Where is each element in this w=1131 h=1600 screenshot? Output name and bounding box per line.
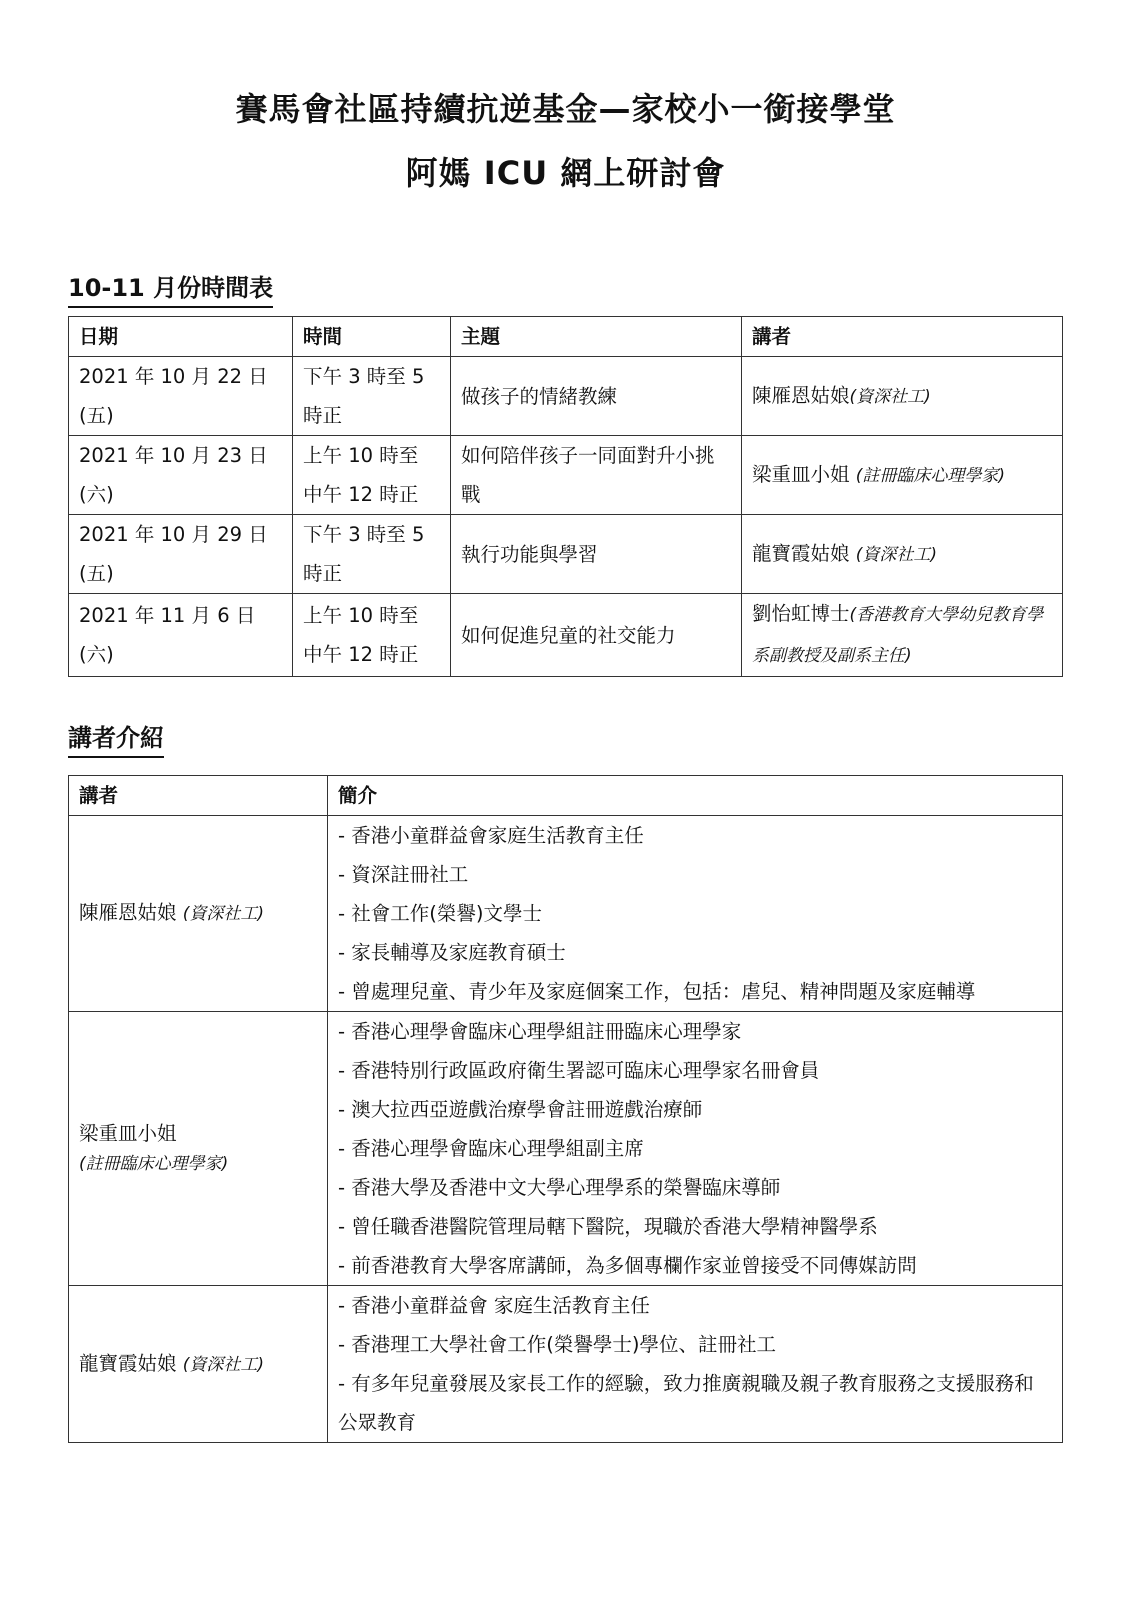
schedule-time: 上午 10 時至 中午 12 時正 (293, 594, 451, 677)
speaker-note: (資深社工) (182, 904, 264, 924)
schedule-speaker: 龍寶霞姑娘 (752, 541, 850, 565)
speaker-name: 陳雁恩姑娘 (79, 901, 177, 924)
schedule-time: 上午 10 時至 中午 12 時正 (293, 436, 451, 515)
schedule-speaker-note: (香港教育大學幼兒教育學系副教授及副系主任) (752, 605, 1044, 666)
schedule-speaker-note: (資深社工) (849, 386, 931, 407)
speaker-bio (328, 1286, 1063, 1443)
schedule-speaker: 梁重皿小姐 (752, 462, 850, 486)
bio-line: - 香港心理學會臨床心理學組註冊臨床心理學家 (338, 1020, 742, 1043)
bio-line: - 曾處理兒童、青少年及家庭個案工作，包括：虐兒、精神問題及家庭輔導 (338, 980, 976, 1003)
schedule-speaker-cell (742, 436, 1063, 515)
speaker-bio (328, 1012, 1063, 1286)
speaker-cell (69, 1286, 328, 1443)
schedule-speaker-note: (資深社工) (855, 544, 937, 565)
bio-line: - 資深註冊社工 (338, 863, 469, 886)
speaker-note: (註冊臨床心理學家) (79, 1153, 229, 1174)
schedule-header-speaker: 講者 (742, 317, 1063, 357)
table-row (69, 515, 1063, 594)
table-row (69, 816, 1063, 1012)
speakers-heading: 講者介紹 (68, 722, 164, 758)
schedule-speaker-cell (742, 357, 1063, 436)
schedule-speaker-note: (註冊臨床心理學家) (855, 465, 1005, 486)
schedule-header-row (69, 317, 1063, 357)
speakers-table (68, 775, 1063, 1443)
schedule-table (68, 316, 1063, 677)
table-row (69, 594, 1063, 677)
schedule-time: 下午 3 時至 5 時正 (293, 357, 451, 436)
speaker-name: 梁重皿小姐 (79, 1121, 177, 1145)
schedule-heading: 10-11 月份時間表 (68, 272, 273, 308)
speaker-name: 龍寶霞姑娘 (79, 1351, 177, 1375)
speakers-header-bio: 簡介 (328, 776, 1063, 816)
bio-line: - 家長輔導及家庭教育碩士 (338, 941, 566, 964)
document-subtitle: 阿媽 ICU 網上研討會 (405, 154, 726, 192)
speaker-bio (328, 816, 1063, 1012)
schedule-speaker-cell (742, 594, 1063, 677)
table-row (69, 357, 1063, 436)
schedule-topic: 如何促進兒童的社交能力 (451, 594, 742, 677)
schedule-header-topic: 主題 (451, 317, 742, 357)
bio-line: - 香港大學及香港中文大學心理學系的榮譽臨床導師 (338, 1176, 781, 1199)
schedule-date: 2021 年 10 月 23 日 (六) (69, 436, 293, 515)
document-title: 賽馬會社區持續抗逆基金—家校小一銜接學堂 (235, 90, 896, 128)
speaker-note: (資深社工) (182, 1354, 264, 1375)
table-row (69, 1012, 1063, 1286)
schedule-speaker: 陳雁恩姑娘 (752, 383, 850, 407)
schedule-topic: 做孩子的情緒教練 (451, 357, 742, 436)
schedule-date: 2021 年 10 月 29 日 (五) (69, 515, 293, 594)
table-row (69, 436, 1063, 515)
bio-line: - 曾任職香港醫院管理局轄下醫院，現職於香港大學精神醫學系 (338, 1215, 878, 1238)
schedule-speaker-cell (742, 515, 1063, 594)
table-row (69, 1286, 1063, 1443)
schedule-date: 2021 年 11 月 6 日 (六) (69, 594, 293, 677)
speakers-header-row (69, 776, 1063, 816)
bio-line: - 前香港教育大學客席講師，為多個專欄作家並曾接受不同傳媒訪問 (338, 1254, 917, 1277)
bio-line: - 澳大拉西亞遊戲治療學會註冊遊戲治療師 (338, 1098, 703, 1121)
schedule-topic: 執行功能與學習 (451, 515, 742, 594)
bio-line: - 香港理工大學社會工作(榮譽學士)學位、註冊社工 (338, 1333, 776, 1356)
speaker-cell (69, 816, 328, 1012)
speaker-cell (69, 1012, 328, 1286)
bio-line: - 香港特別行政區政府衛生署認可臨床心理學家名冊會員 (338, 1059, 820, 1082)
bio-line: - 香港小童群益會 家庭生活教育主任 (338, 1294, 650, 1317)
bio-line: - 香港心理學會臨床心理學組副主席 (338, 1137, 644, 1160)
schedule-date: 2021 年 10 月 22 日 (五) (69, 357, 293, 436)
bio-line: - 有多年兒童發展及家長工作的經驗，致力推廣親職及親子教育服務之支援服務和公眾教育 (338, 1372, 1034, 1434)
bio-line: - 香港小童群益會家庭生活教育主任 (338, 824, 644, 847)
schedule-header-time: 時間 (293, 317, 451, 357)
schedule-header-date: 日期 (69, 317, 293, 357)
bio-line: - 社會工作(榮譽)文學士 (338, 902, 542, 925)
schedule-topic: 如何陪伴孩子一同面對升小挑戰 (451, 436, 742, 515)
speakers-header-name: 講者 (69, 776, 328, 816)
schedule-time: 下午 3 時至 5 時正 (293, 515, 451, 594)
schedule-speaker: 劉怡虹博士 (752, 602, 850, 625)
